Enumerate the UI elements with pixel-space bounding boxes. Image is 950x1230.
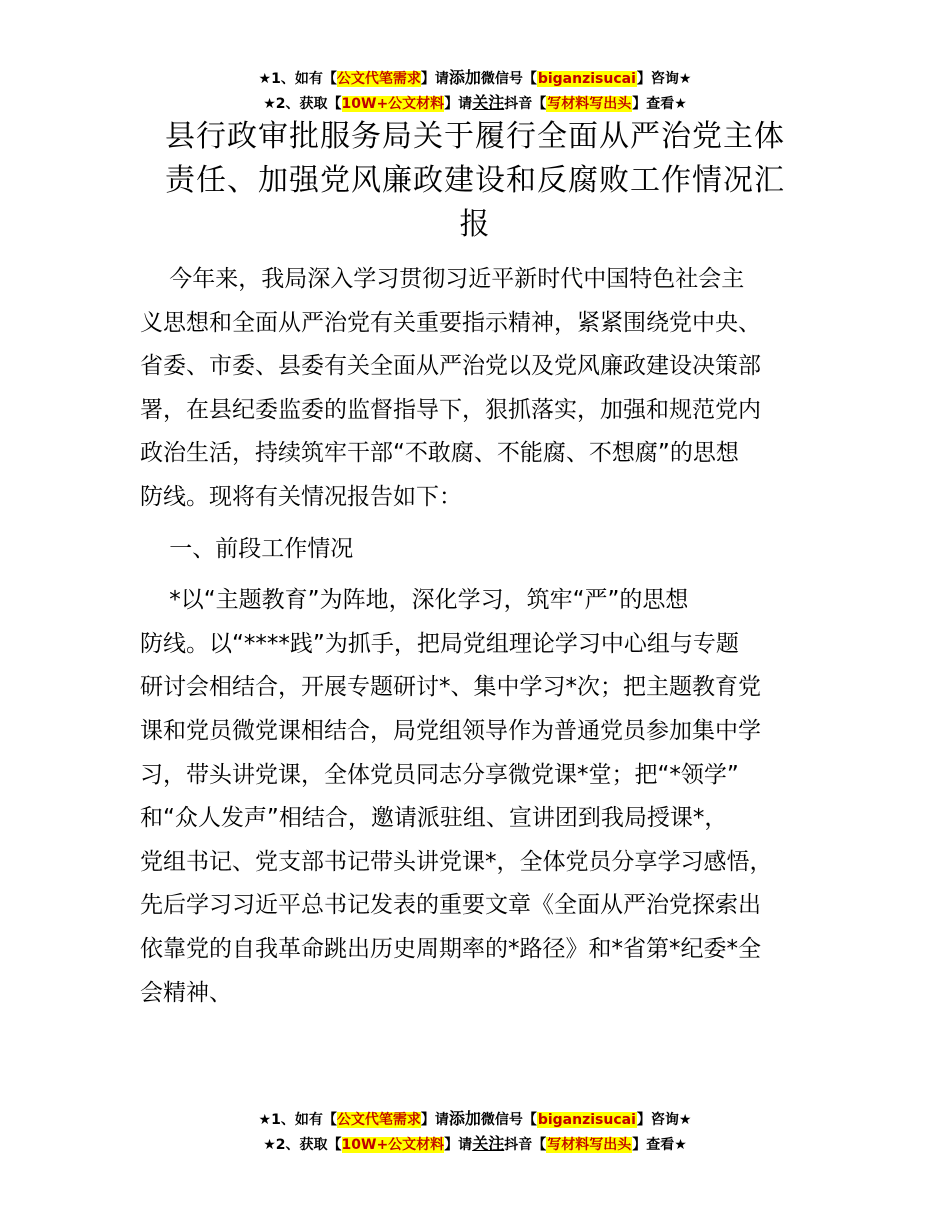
heading-text: 一、前段工作情况 [140, 535, 354, 562]
text-line: 会精神、 [140, 979, 232, 1006]
ad-douyin-id: 写材料写出头 [547, 1137, 632, 1153]
text-line: 和“众人发声”相结合，邀请派驻组、宣讲团到我局授课*， [140, 805, 728, 832]
text-line: *以“主题教育”为阵地，深化学习，筑牢“严”的思想 [140, 587, 689, 614]
text-line: 今年来，我局深入学习贯彻习近平新时代中国特色社会主 [140, 266, 745, 292]
ad-line-2 [0, 91, 950, 116]
title-line: 责任、加强党风廉政建设和反腐败工作情况汇 [165, 163, 785, 198]
section-heading [140, 528, 820, 572]
ad-text: 抖音【 [504, 96, 547, 112]
text-line: 义思想和全面从严治党有关重要指示精神，紧紧围绕党中央、 [140, 309, 761, 336]
ad-text: 】请 [444, 1137, 473, 1153]
ad-line-1 [0, 66, 950, 91]
footer-ad-banner [0, 1107, 950, 1157]
paragraph-study [140, 579, 820, 1015]
text-line: 署，在县纪委监委的监督指导下，狠抓落实，加强和规范党内 [140, 396, 761, 423]
ad-wechat-id: biganzisucai [537, 71, 636, 87]
ad-text: 抖音【 [504, 1137, 547, 1153]
paragraph-intro [140, 258, 820, 520]
text-line: 政治生活，持续筑牢干部“不敢腐、不能腐、不想腐”的思想 [140, 440, 739, 467]
ad-text: ★2、获取【 [263, 1137, 342, 1153]
text-line: 研讨会相结合，开展专题研讨*、集中学习*次；把主题教育党 [140, 674, 761, 701]
ad-text: 】咨询★ [636, 1112, 692, 1128]
ad-text: ★1、如有【 [258, 71, 337, 87]
ad-text: 微信号【 [480, 1112, 537, 1128]
text-line: 依靠党的自我革命跳出历史周期率的*路径》和*省第*纪委*全 [140, 935, 761, 962]
ad-text: 微信号【 [480, 71, 537, 87]
ad-line-2 [0, 1132, 950, 1157]
text-line: 防线。以“****践”为抓手，把局党组理论学习中心组与专题 [140, 630, 739, 657]
ad-emphasis: 关注 [472, 1134, 505, 1153]
ad-text: ★1、如有【 [258, 1112, 337, 1128]
ad-emphasis: 添加 [448, 1109, 481, 1128]
ad-text: 】查看★ [632, 1137, 687, 1153]
title-line: 县行政审批服务局关于履行全面从严治党主体 [165, 119, 785, 154]
text-line: 省委、市委、县委有关全面从严治党以及党风廉政建设决策部 [140, 353, 761, 380]
ad-text: ★2、获取【 [263, 96, 342, 112]
ad-highlight: 公文代笔需求 [336, 71, 421, 87]
ad-wechat-id: biganzisucai [537, 1112, 636, 1128]
text-line: 先后学习习近平总书记发表的重要文章《全面从严治党探索出 [140, 892, 761, 919]
ad-emphasis: 关注 [472, 93, 505, 112]
text-line: 防线。现将有关情况报告如下： [140, 483, 462, 510]
ad-text: 】请 [420, 71, 449, 87]
text-line: 党组书记、党支部书记带头讲党课*，全体党员分享学习感悟， [140, 848, 773, 875]
ad-highlight: 10W+公文材料 [341, 96, 445, 112]
document-body [140, 258, 820, 1015]
ad-text: 】请 [444, 96, 473, 112]
ad-highlight: 公文代笔需求 [336, 1112, 421, 1128]
text-line: 习，带头讲党课，全体党员同志分享微党课*堂；把“*领学” [140, 761, 739, 788]
ad-text: 】查看★ [632, 96, 687, 112]
header-ad-banner [0, 66, 950, 116]
ad-highlight: 10W+公文材料 [341, 1137, 445, 1153]
text-line: 课和党员微党课相结合，局党组领导作为普通党员参加集中学 [140, 717, 761, 744]
ad-text: 】咨询★ [636, 71, 692, 87]
ad-douyin-id: 写材料写出头 [547, 96, 632, 112]
ad-text: 】请 [420, 1112, 449, 1128]
document-title [130, 115, 820, 247]
ad-emphasis: 添加 [448, 68, 481, 87]
ad-line-1 [0, 1107, 950, 1132]
title-line: 报 [459, 207, 491, 242]
